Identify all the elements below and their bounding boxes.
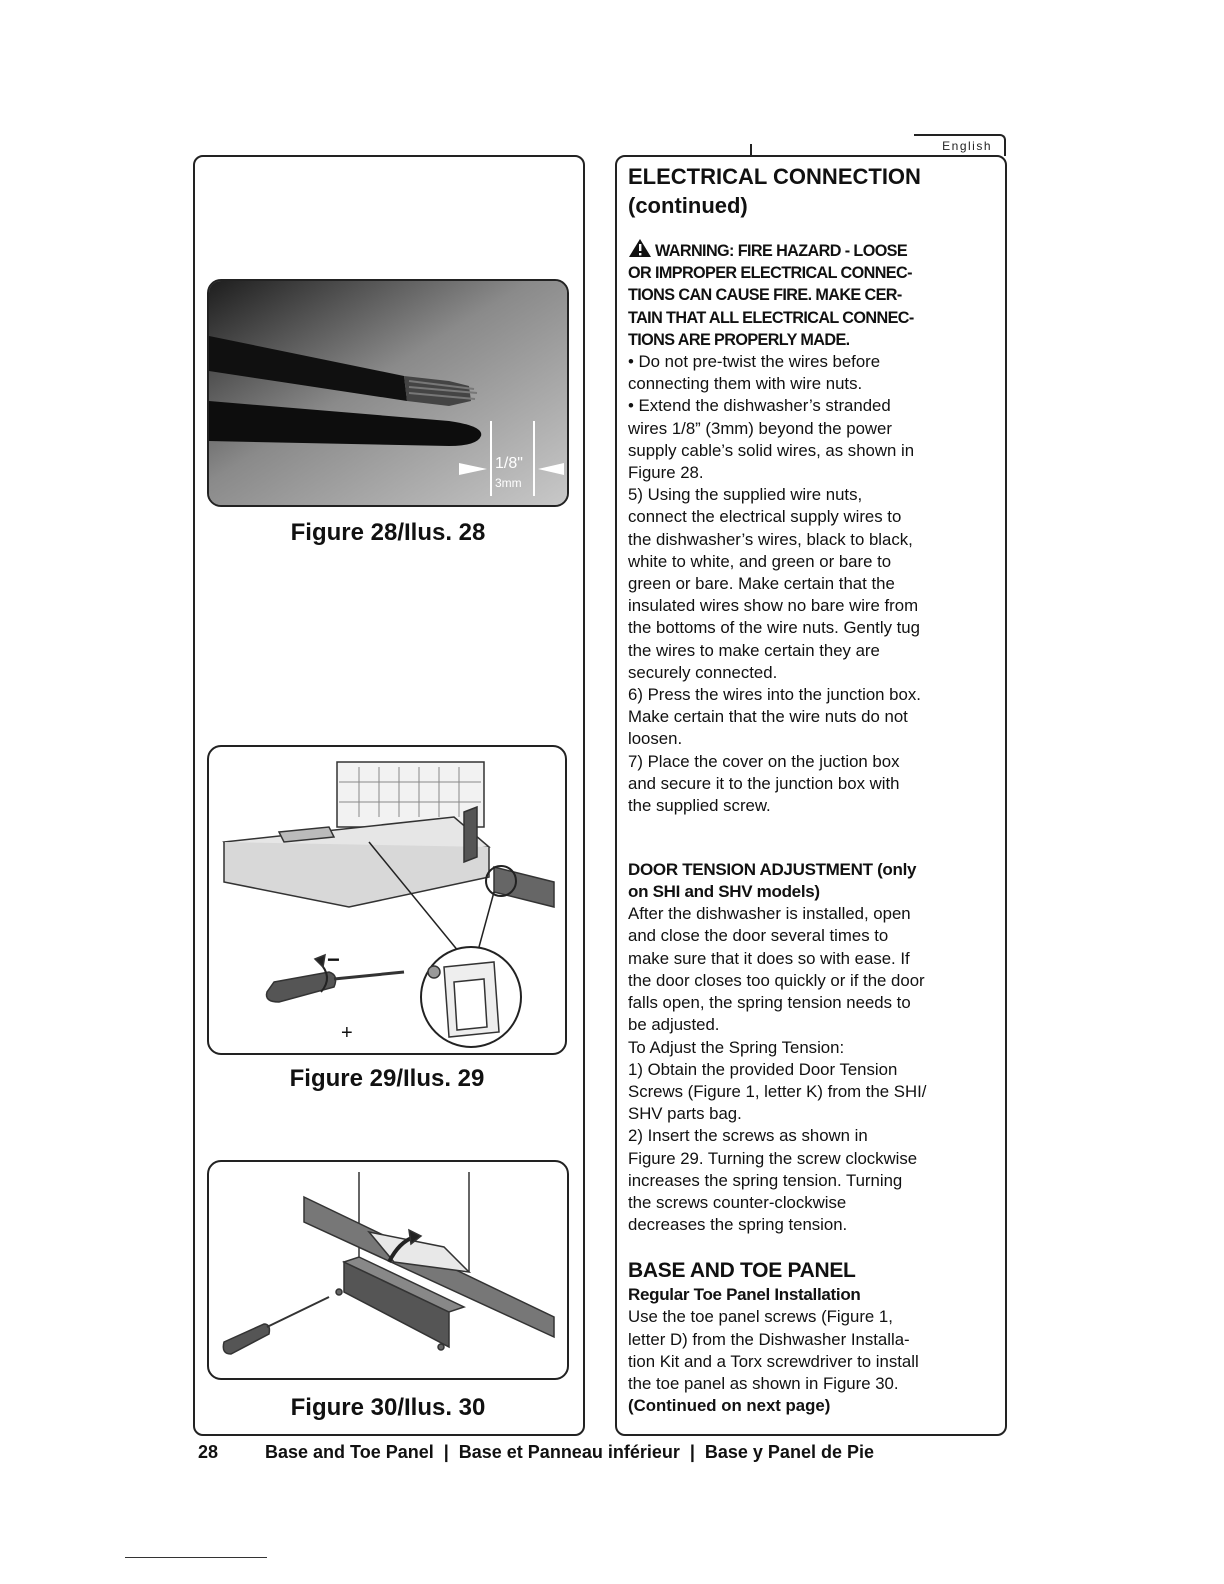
text-line: After the dishwasher is installed, open [628, 904, 911, 924]
instructions-content [628, 162, 996, 1417]
section-title-continued: (continued) [628, 193, 748, 218]
door-tension-section [628, 859, 996, 1236]
text-line: Screws (Figure 1, letter K) from the SHI/ [628, 1081, 927, 1101]
text-line: be adjusted. [628, 1015, 720, 1035]
text-line: make sure that it does so with ease. If [628, 948, 910, 968]
text-line: supply cable’s solid wires, as shown in [628, 440, 915, 460]
figure-29-caption: Figure 29/Ilus. 29 [289, 1065, 485, 1092]
warning-line: TAIN THAT ALL ELECTRICAL CONNEC- [628, 308, 914, 327]
warning-line: WARNING: FIRE HAZARD - LOOSE [655, 242, 908, 260]
footnote-rule [125, 1557, 267, 1558]
text-line: and close the door several times to [628, 926, 889, 946]
text-line: 1) Obtain the provided Door Tension [628, 1059, 898, 1079]
door-tension-heading: DOOR TENSION ADJUSTMENT (only [628, 860, 917, 880]
text-line: the dishwasher’s wires, black to black, [628, 529, 913, 549]
dimension-label-sub: 3mm [495, 476, 522, 490]
wiring-instructions [628, 351, 996, 817]
figure-30-image [207, 1160, 569, 1380]
regular-toe-panel-heading: Regular Toe Panel Installation [628, 1285, 861, 1305]
text-line: Figure 28. [628, 463, 704, 483]
page-number: 28 [198, 1442, 219, 1462]
text-line: the bottoms of the wire nuts. Gently tug [628, 618, 920, 638]
text-line: • Extend the dishwasher’s stranded [628, 396, 891, 416]
warning-line: OR IMPROPER ELECTRICAL CONNEC- [628, 264, 912, 283]
base-toe-panel-section [628, 1258, 996, 1417]
text-line: Make certain that the wire nuts do not [628, 707, 908, 727]
text-line: decreases the spring tension. [628, 1215, 848, 1235]
text-line: and secure it to the junction box with [628, 773, 900, 793]
figure-30-caption: Figure 30/Ilus. 30 [290, 1394, 486, 1421]
text-line: the screws counter-clockwise [628, 1192, 847, 1212]
warning-line: TIONS CAN CAUSE FIRE. MAKE CER- [628, 286, 902, 305]
continued-note: (Continued on next page) [628, 1396, 831, 1416]
text-line: Figure 29. Turning the screw clockwise [628, 1148, 918, 1168]
door-tension-heading: on SHI and SHV models) [628, 882, 820, 902]
text-line: insulated wires show no bare wire from [628, 596, 919, 616]
text-line: securely connected. [628, 662, 778, 682]
section-title: ELECTRICAL CONNECTION [628, 164, 921, 189]
plus-label: + [341, 1022, 353, 1044]
text-line: 6) Press the wires into the junction box. [628, 685, 921, 705]
base-toe-panel-heading: BASE AND TOE PANEL [628, 1259, 856, 1283]
text-line: 2) Insert the screws as shown in [628, 1126, 868, 1146]
text-line: green or bare. Make certain that the [628, 574, 895, 594]
text-line: 5) Using the supplied wire nuts, [628, 485, 863, 505]
text-line: connect the electrical supply wires to [628, 507, 902, 527]
minus-label: − [327, 947, 340, 972]
text-line: To Adjust the Spring Tension: [628, 1037, 845, 1057]
text-line: the supplied screw. [628, 796, 771, 816]
text-line: the wires to make certain they are [628, 640, 880, 660]
text-line: letter D) from the Dishwasher Installa- [628, 1329, 910, 1349]
figure-28-caption: Figure 28/Ilus. 28 [290, 519, 486, 546]
text-line: white to white, and green or bare to [628, 551, 892, 571]
text-line: tion Kit and a Torx screwdriver to install [628, 1351, 919, 1371]
fire-hazard-warning [628, 238, 996, 351]
dimension-label-main: 1/8" [495, 455, 523, 472]
text-line: wires 1/8” (3mm) beyond the power [628, 418, 892, 438]
figure-28-image [207, 279, 569, 507]
text-line: loosen. [628, 729, 683, 749]
text-line: increases the spring tension. Turning [628, 1170, 903, 1190]
text-line: • Do not pre-twist the wires before [628, 352, 881, 372]
text-line: connecting them with wire nuts. [628, 374, 863, 394]
figure-29-image [207, 745, 567, 1055]
text-line: the toe panel as shown in Figure 30. [628, 1373, 899, 1393]
text-line: Use the toe panel screws (Figure 1, [628, 1307, 893, 1327]
warning-line: TIONS ARE PROPERLY MADE. [628, 330, 850, 349]
text-line: SHV parts bag. [628, 1104, 742, 1124]
text-line: falls open, the spring tension needs to [628, 993, 911, 1013]
warning-triangle-icon [628, 238, 652, 258]
language-tab: English [914, 134, 1006, 156]
text-line: the door closes too quickly or if the door [628, 970, 925, 990]
text-line: 7) Place the cover on the juction box [628, 751, 900, 771]
footer-section-title: Base and Toe Panel | Base et Panneau inférieur | Base y Panel de Pie [265, 1442, 874, 1462]
